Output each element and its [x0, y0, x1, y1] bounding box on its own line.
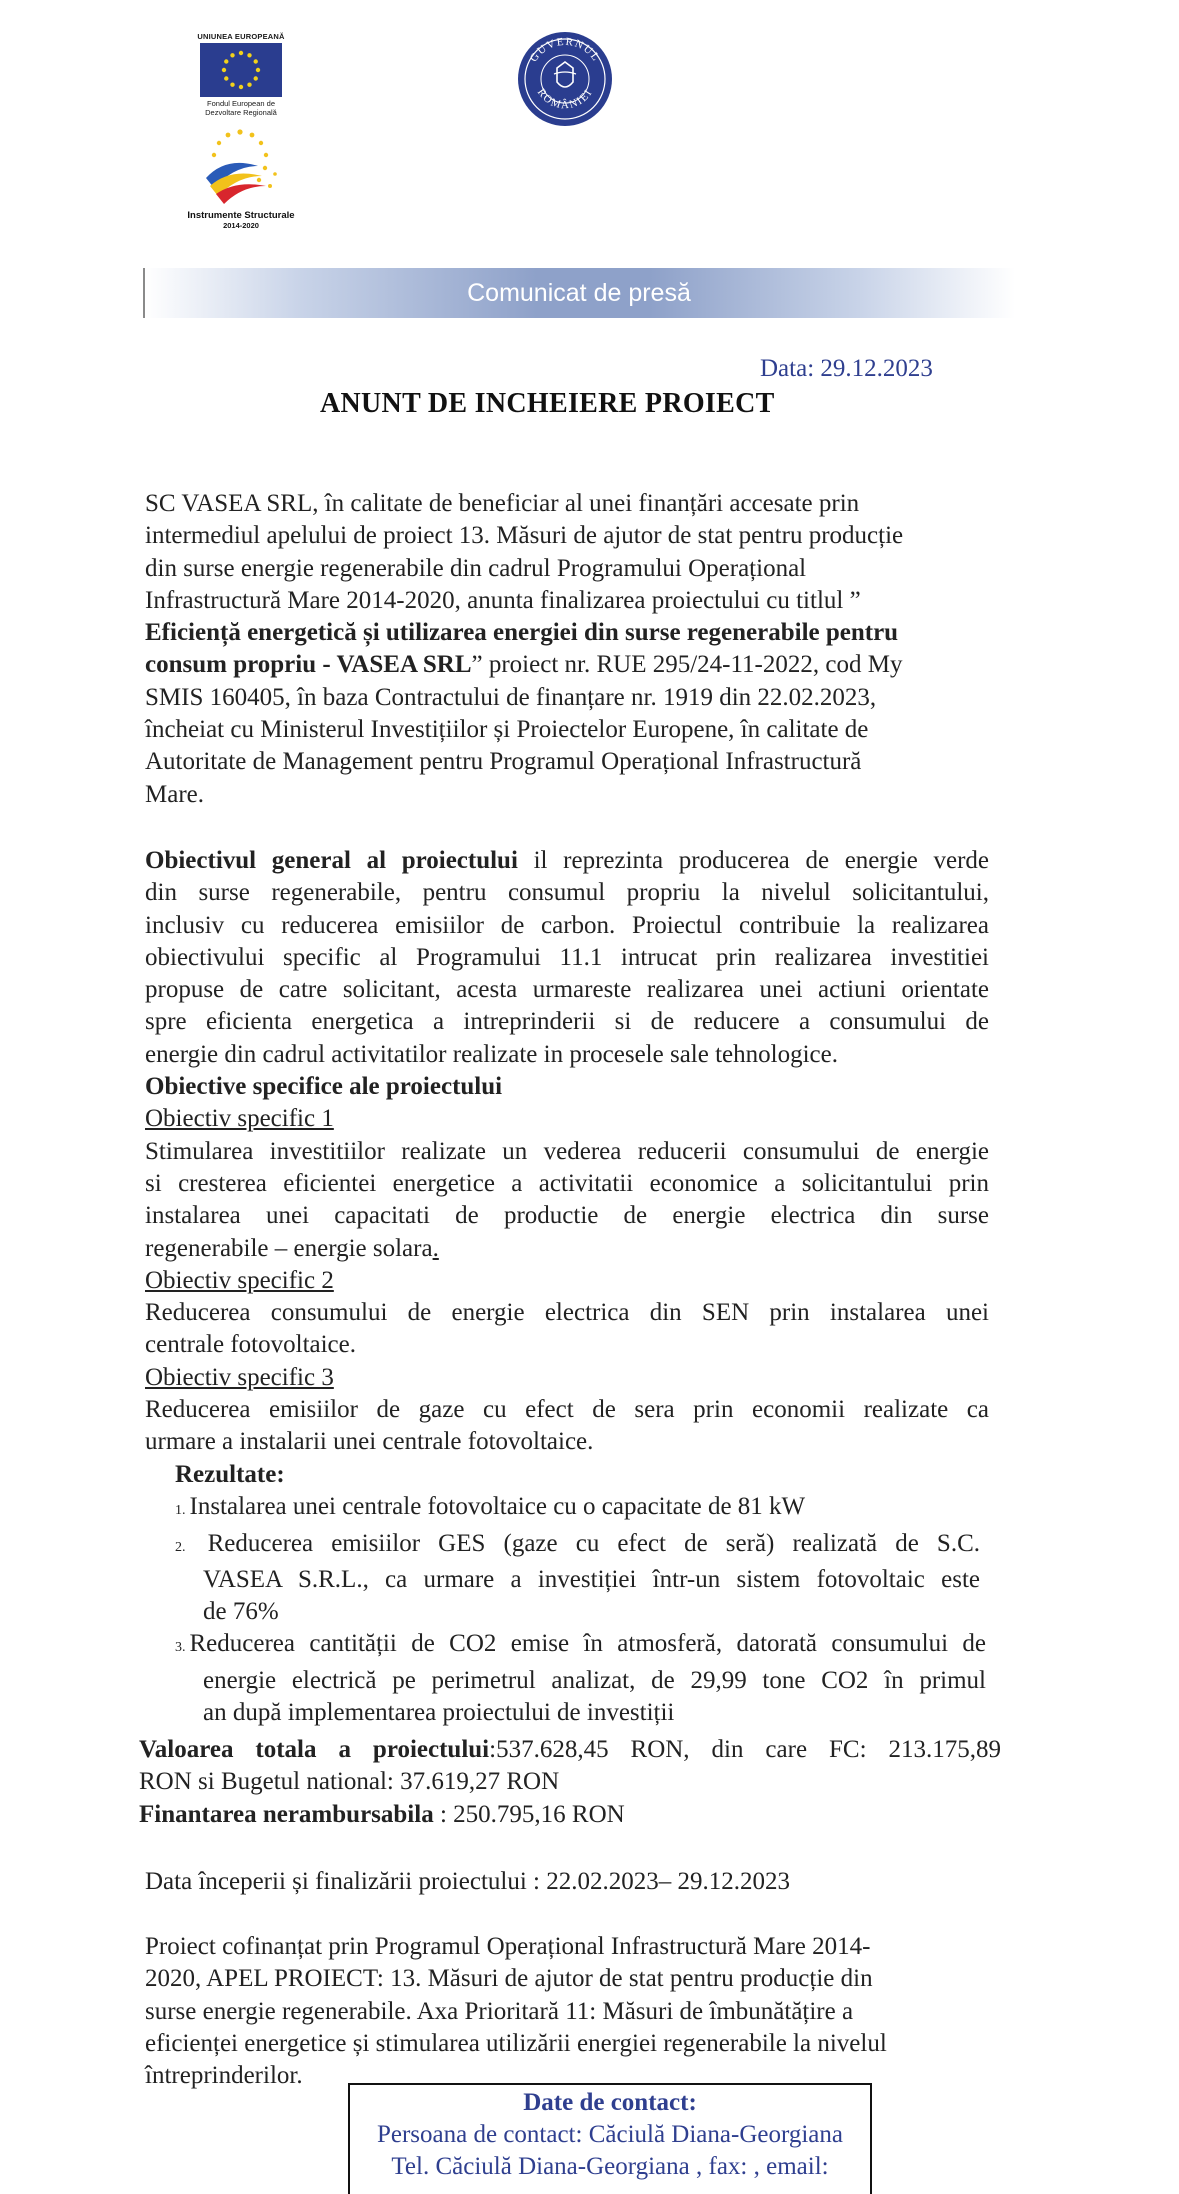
structural-instruments-logo — [178, 126, 304, 236]
structural-instruments-years: 2014-2020 — [223, 221, 259, 230]
grant-amount: : 250.795,16 RON — [433, 1800, 625, 1828]
specific-objectives-heading: Obiective specifice ale proiectului — [145, 1073, 503, 1101]
eu-star-icon — [254, 59, 258, 63]
result-line: Instalarea unei centrale fotovoltaice cu o capacitate de 81 kW — [189, 1493, 806, 1521]
objective-line: spre eficienta energetica a intreprinderii si de reducere a consumului de — [145, 1008, 989, 1036]
objectives-section — [145, 845, 989, 1459]
eu-star-icon — [239, 51, 243, 55]
cofinance-line: eficienței energetice și stimularea utilizării energiei regenerabile la nivelul — [145, 2029, 887, 2057]
objective-line: Reducerea emisiilor de gaze cu efect de sera prin economii realizate ca — [145, 1396, 989, 1424]
intro-line: Mare. — [145, 780, 204, 808]
specific-objective-1-label: Obiectiv specific 1 — [145, 1105, 334, 1133]
objective-line-rest: il reprezinta producerea de energie verde — [517, 847, 990, 874]
svg-text:GUVERNUL: GUVERNUL — [527, 35, 603, 65]
objective-line: urmare a instalarii unei centrale fotovoltaice. — [145, 1428, 594, 1456]
intro-line: încheiat cu Ministerul Investițiilor și Proiectelor Europene, în calitate de — [145, 716, 869, 744]
objective-line: Reducerea consumului de energie electrica din SEN prin instalarea unei — [145, 1299, 989, 1327]
intro-line: Infrastructură Mare 2014-2020, anunta finalizarea proiectului cu titlul ” — [145, 586, 861, 614]
result-line: energie electrică pe perimetrul analizat, de 29,99 tone CO2 în primul — [203, 1666, 986, 1694]
eu-star-icon — [247, 53, 251, 57]
banner-label: Comunicat de presă — [467, 279, 691, 307]
eu-star-icon — [230, 83, 234, 87]
result-number: 1. — [175, 1503, 186, 1519]
eu-star-icon — [247, 83, 251, 87]
contact-heading: Date de contact: — [523, 2089, 697, 2116]
intro-line: SMIS 160405, în baza Contractului de finanțare nr. 1919 din 22.02.2023, — [145, 683, 877, 711]
grant-label: Finantarea nerambursabila — [139, 1800, 434, 1828]
project-title-line: Eficiență energetică și utilizarea energiei din surse regenerabile pentru — [145, 619, 899, 647]
eu-star-icon — [230, 53, 234, 57]
objective-line: Stimularea investitiilor realizate un vederea reducerii consumului de energie — [145, 1137, 989, 1165]
eu-logo — [186, 32, 296, 122]
result-item — [175, 1491, 995, 1527]
intro-line — [145, 649, 985, 681]
result-line: VASEA S.R.L., ca urmare a investiției într-un sistem fotovoltaic este — [203, 1565, 980, 1593]
cofinance-line: 2020, APEL PROIECT: 13. Măsuri de ajutor de stat pentru producție din — [145, 1965, 873, 1993]
eu-star-icon — [224, 59, 228, 63]
specific-objective-1-title — [145, 1103, 989, 1135]
result-line: an după implementarea proiectului de investiții — [203, 1699, 675, 1727]
intro-line-rest: ” proiect nr. RUE 295/24-11-2022, cod My — [471, 651, 903, 679]
objective-line: din surse regenerabile, pentru consumul propriu la nivelul solicitantului, — [145, 879, 989, 907]
eu-star-icon — [222, 68, 226, 72]
cofinance-line: Proiect cofinanțat prin Programul Operațional Infrastructură Mare 2014- — [145, 1933, 871, 1960]
svg-text:ROMÂNIEI: ROMÂNIEI — [534, 86, 596, 112]
specific-objective-2-title — [145, 1265, 989, 1297]
objective-line-text: regenerabile – energie solara — [145, 1234, 433, 1262]
eu-flag-icon — [200, 43, 282, 97]
cofinance-line: surse energie regenerabile. Axa Prioritară 11: Măsuri de îmbunătățire a — [145, 1997, 854, 2025]
document-date: Data: 29.12.2023 — [760, 355, 933, 382]
objective-line: instalarea unei capacitati de productie de energie electrica din surse — [145, 1202, 989, 1230]
structural-instruments-icon — [196, 126, 286, 210]
contact-person: Persoana de contact: Căciulă Diana-Georgiana — [376, 2121, 843, 2148]
results-section — [175, 1459, 995, 1729]
objective-line — [145, 1233, 989, 1265]
result-number: 2. — [175, 1539, 186, 1555]
eu-logo-title: UNIUNEA EUROPEANĂ — [197, 32, 285, 41]
result-item — [175, 1628, 995, 1729]
total-value-label: Valoarea totala a proiectului — [139, 1736, 490, 1763]
objective-line — [145, 845, 989, 877]
objective-line: energie din cadrul activitatilor realizate in procesele sale tehnologice. — [145, 1040, 838, 1068]
government-seal-icon — [516, 30, 614, 128]
result-line — [175, 1528, 980, 1564]
cofinance-line: întreprinderilor. — [145, 2062, 303, 2090]
cofinance-paragraph — [145, 1931, 1005, 2092]
eu-logo-sub-2: Dezvoltare Regională — [205, 108, 277, 117]
specific-objective-3-label: Obiectiv specific 3 — [145, 1363, 334, 1391]
total-value-line-2: RON si Bugetul national: 37.619,27 RON — [139, 1768, 560, 1796]
eu-star-icon — [239, 85, 243, 89]
eu-star-icon — [254, 76, 258, 80]
objective-line-end: . — [432, 1234, 439, 1262]
contact-tel: Tel. Căciulă Diana-Georgiana , fax: , email: — [391, 2153, 829, 2180]
government-logo — [516, 30, 614, 128]
eu-logo-sub-1: Fondul European de — [207, 99, 275, 108]
structural-instruments-caption: Instrumente Structurale — [187, 210, 295, 221]
result-number: 3. — [175, 1640, 186, 1656]
finance-section — [139, 1734, 1001, 1831]
total-value-line — [139, 1734, 1001, 1766]
objective-line: obiectivului specific al Programului 11.1 intrucat prin realizarea investitiei — [145, 943, 989, 971]
result-line-text: Reducerea cantității de CO2 emise în atmosferă, datorată consumului de — [189, 1630, 986, 1658]
document-title: ANUNT DE INCHEIERE PROIECT — [320, 388, 775, 419]
specific-objective-3-title — [145, 1362, 989, 1394]
intro-paragraph — [145, 488, 985, 811]
objective-line: centrale fotovoltaice. — [145, 1331, 356, 1359]
result-line — [175, 1628, 986, 1664]
result-line-text: Reducerea emisiilor GES (gaze cu efect de seră) realizată de S.C. — [207, 1529, 980, 1557]
total-value-amount: :537.628,45 RON, din care FC: 213.175,89 — [489, 1736, 1001, 1763]
results-heading: Rezultate: — [175, 1461, 285, 1488]
result-item — [175, 1528, 995, 1629]
intro-line: Autoritate de Management pentru Programul Operațional Infrastructură — [145, 748, 862, 776]
intro-line: din surse energie regenerabile din cadrul Programului Operațional — [145, 554, 807, 582]
intro-line: intermediul apelului de proiect 13. Măsuri de ajutor de stat pentru producție — [145, 522, 904, 550]
eu-star-icon — [224, 76, 228, 80]
press-release-banner — [143, 268, 1015, 318]
intro-line: SC VASEA SRL, în calitate de beneficiar al unei finanțări accesate prin — [145, 490, 860, 517]
general-objective-label: Obiectivul general al proiectului — [145, 847, 518, 874]
objective-line: propuse de catre solicitant, acesta urmareste realizarea unei actiuni orientate — [145, 976, 989, 1004]
grant-line — [139, 1799, 1001, 1831]
eu-star-icon — [256, 68, 260, 72]
result-line: de 76% — [203, 1598, 279, 1626]
project-dates: Data începerii și finalizării proiectului : 22.02.2023– 29.12.2023 — [145, 1868, 790, 1895]
contact-box — [348, 2083, 872, 2194]
project-title-end: consum propriu - VASEA SRL — [145, 651, 472, 679]
specific-objective-2-label: Obiectiv specific 2 — [145, 1266, 334, 1294]
objective-line: inclusiv cu reducerea emisiilor de carbon. Proiectul contribuie la realizarea — [145, 911, 989, 939]
objective-line: si cresterea eficientei energetice a activitatii economice a solicitantului prin — [145, 1169, 989, 1197]
